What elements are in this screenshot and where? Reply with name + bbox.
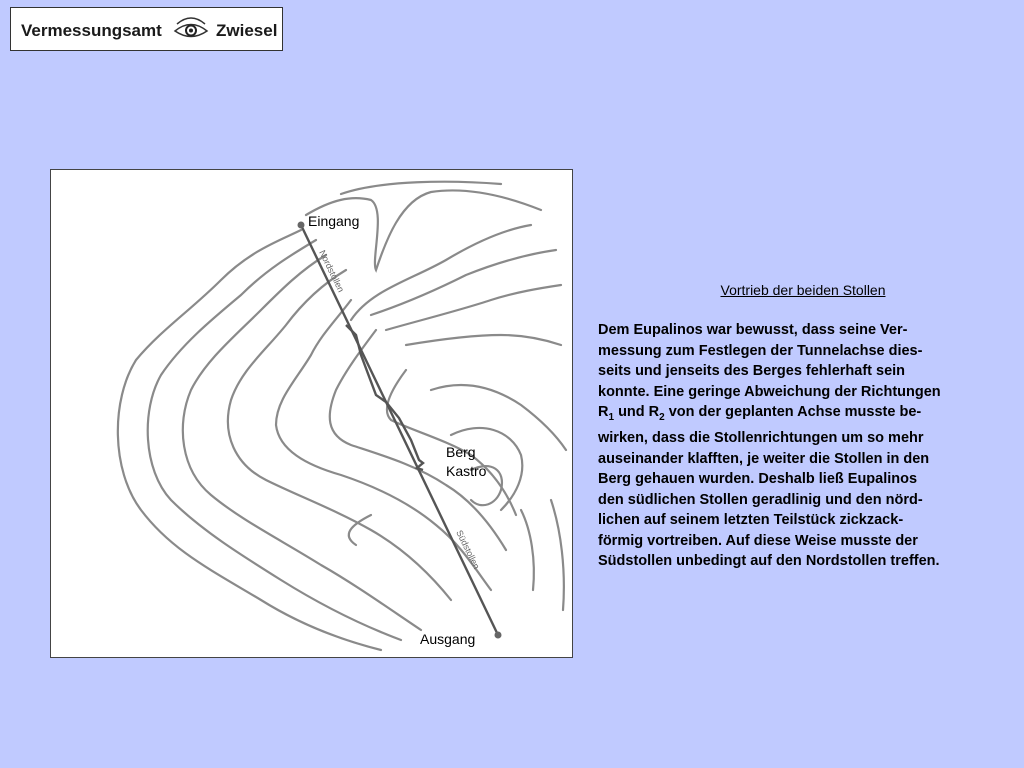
article-line: lichen auf seinem letzten Teilstück zickzack- — [598, 512, 904, 529]
entrance-label: Eingang — [308, 213, 360, 229]
south-tunnel-label: Südstollen — [454, 528, 482, 571]
article-line: konnte. Eine geringe Abweichung der Richtungen — [598, 383, 941, 400]
article-line: auseinander klafften, je weiter die Stollen in den — [598, 450, 930, 467]
article-line: wirken, dass die Stollenrichtungen um so mehr — [598, 430, 924, 447]
article-line: seits und jenseits des Berges fehlerhaft sein — [598, 363, 906, 379]
article-line: Südstollen unbedingt auf den Nordstollen treffen. — [598, 553, 940, 570]
contour-lines — [51, 170, 574, 659]
r2-subscript: 2 — [659, 411, 665, 423]
article-body — [598, 320, 1008, 572]
article-title: Vortrieb der beiden Stollen — [720, 282, 886, 298]
mountain-label-line1: Berg — [446, 444, 476, 460]
article-line: messung zum Festlegen der Tunnelachse dies- — [598, 342, 923, 359]
article-line: Dem Eupalinos war bewusst, dass seine Ver- — [598, 322, 908, 338]
eye-icon — [171, 14, 211, 46]
r1-subscript: 1 — [608, 411, 615, 423]
logo-right-text: Zwiesel — [216, 21, 278, 40]
r-symbol: R — [598, 404, 609, 420]
r-symbol-2: und R — [614, 404, 660, 420]
logo-box — [10, 7, 283, 51]
mountain-label-line2: Kastro — [446, 463, 487, 479]
article-line — [598, 402, 1008, 428]
article-line-suffix: von der geplanten Achse musste be- — [664, 404, 922, 420]
contour-map — [50, 169, 573, 658]
north-tunnel-label: Nordstollen — [317, 248, 347, 294]
exit-label: Ausgang — [420, 631, 476, 647]
logo-left-text: Vermessungsamt — [21, 21, 162, 40]
article-line: den südlichen Stollen geradlinig und den nörd- — [598, 491, 923, 508]
article-line: förmig vortreiben. Auf diese Weise musste der — [598, 532, 918, 549]
article-line: Berg gehauen wurden. Deshalb ließ Eupalinos — [598, 471, 918, 488]
